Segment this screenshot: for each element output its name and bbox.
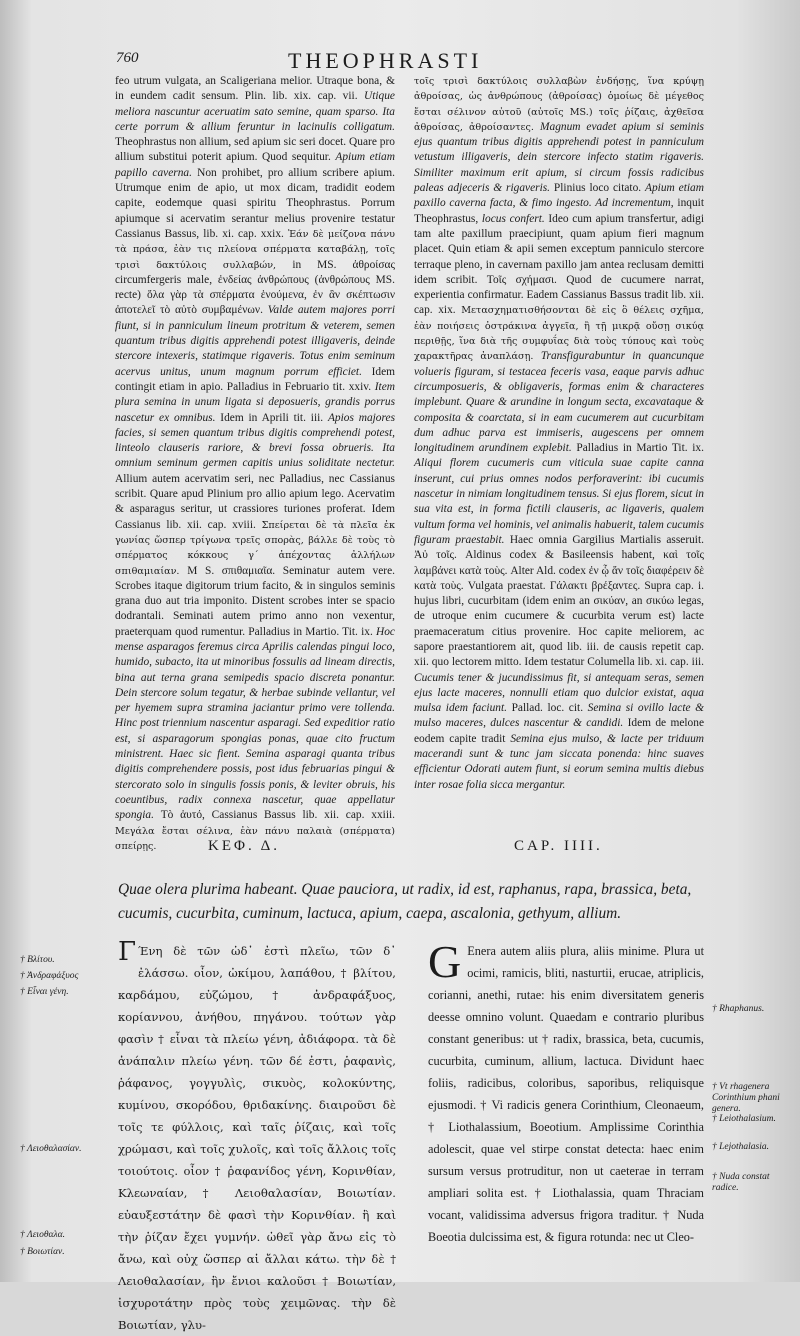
- text-segment: M S. σπιθαμιαῖα. Seminatur autem vere. Scrobes itaque digitorum trium facito, & in singulos seminis grana duo aut tria imponito. Distent scrobes inter se spacio dodrantali. Seminati autem primo anno non vexentur, praeterquam quod rumentur. Palladius in Martio. Tit. ix.: [115, 564, 395, 638]
- margin-note: † Lejothalasia.: [712, 1142, 770, 1152]
- text-segment: Semina si ovillo lacte & mulso maceres, dulces nascentur & candidi.: [414, 702, 704, 730]
- text-segment: Theophrastus non allium, sed apium sic seri docet. Quare pro allium substitui poterit apium. Quod sequitur.: [115, 136, 395, 164]
- margin-note: † Rhaphanus.: [712, 1004, 765, 1014]
- greek-text-block: [118, 937, 396, 1336]
- text-segment: locus confert.: [481, 212, 549, 225]
- left-column-text: [115, 74, 395, 854]
- text-segment: Non prohibet, pro allium scribere apium. Utrumque enim de apio, ut mox dicam, tradidit eodem capite, eodemque quasi spiritu Theophrastus. Porrum apiumque si acervatim serantur melius provenire testatur Cassianus Bassus, lib. xi. cap. xxix.: [115, 166, 395, 240]
- latin-initial: G: [428, 936, 462, 987]
- margin-note: † Λειοθαλα.: [20, 1230, 65, 1240]
- text-segment: in MS. ἀθροίσας circumfergeris male, ἐνδείας ἀνθρώπους (ἀνθρώπους MS. recte) ὅλα γὰρ τὰ σπέρματα ἑνούμενα, ἐν ἂν σκέπτωσιν ἀποτελεῖ τὸ αὐτὸ συμβαμένων.: [115, 258, 395, 317]
- text-segment: Γάλακτι βρέξαντες. Supra cap. i. hujus libri, cucurbitam (idem enim an σικύαν, an σικύω legas, de utroque enim cucumere & cucurbita verum est) lacte praemaceratum citius provenire. Hoc capite meliorem, ac sapore praestantiorem ait, quod lib. iii. de causis repetit cap. xii. quo lectorem mitto. Idem testatur Columella lib. xi. cap. iii.: [414, 579, 705, 669]
- text-segment: Utique meliora nascuntur aceruatim sato semine, quam sparso. Ita certe porrum & allium feruntur in lacinulis colligatum.: [115, 90, 395, 133]
- text-segment: Apium etiam paxillo caverna facta, & fimo ingesto. Ad incrementum,: [414, 182, 704, 210]
- text-segment: Μεγάλα ἔσται σέλινα, ἐὰν πάνυ παλαιὰ (σπέρματα) σπείρῃς.: [115, 825, 395, 852]
- text-segment: Valde autem majores porri fiunt, si in panniculum lineum protritum & veterem, semen quantum tribus digitis apprehendi potest illigaveris, deinde stercore intexeris, statimque rigaveris. Totus enim seminum acervus unitus, unum magnum porrum efficiet.: [115, 304, 396, 378]
- text-segment: Τοῖς σχήμασι. Quod de cucumere narrat, experientia confirmatur. Eadem Cassianus Bassus tradit lib. xii. cap. xix.: [414, 273, 704, 317]
- greek-text-body: Ένη δὲ τῶν ὠδ᾽ ἐστὶ πλεῖω, τῶν δ᾽ ἐλάσσω. οἷον, ὠκίμου, λαπάθου, † βλίτου, καρδάμου, εὐζώμου, † ἀνδραφάξυος, κορίαννου, ἀνήθου, πηγάνου. τούτων γὰρ φασὶν † εἶναι τὰ πλείω γένη, ἀδιάφορα. τὰ δὲ ἀνάπαλιν πλείω γένη. τῶν δέ ἐστι, ῥαφανὶς, ῥάφανος, γογγυλὶς, σικυὸς, κολοκύντης, κυμίνου, σκορόδου, θριδακίνης. διαιροῦσι δὲ τοῖς τε φύλλοις, καὶ ταῖς ῥίζαις, καὶ τοῖς χρώμασι, καὶ τοῖς χυλοῖς, καὶ τοῖς ἄλλοις τοῖς τοιούτοις. οἷον † ῥαφανίδος γένη, Κορινθίαν, Κλεωναίαν, † Λειοθαλασίαν, Βοιωτίαν. εὐαυξεστάτην δὲ φασὶ τὴν Κορινθίαν. ἣ καὶ τὴν ῥίζαν ἔχει γυμνήν. ὠθεῖ γὰρ ἄνω εἰς τὸ ἄνω, καὶ οὐχ ὥσπερ αἱ ἄλλαι κάτω. τὴν δὲ † Λειοθαλασίαν, ἣν ἔνιοι καλοῦσι † Βοιωτίαν, ἰσχυροτάτην πρὸς τοὺς χειμῶνας. τὴν δὲ Βοιωτίαν, γλυ-: [118, 944, 396, 1332]
- text-segment: Σπείρεται δὲ τὰ πλεῖα ἐκ γωνίας ὥσπερ τρίγωνα τρεῖς σπορὰς, βάλλε δὲ τοὺς τὸ σπέρματος κόκκους γ΄ ἀπέχοντας ἀλλήλων σπιθαμιαίαν.: [115, 519, 395, 577]
- text-segment: Allium autem acervatim seri, nec Palladius, nec Cassianus scribit. Quare apud Plinium pro allio apium lego. Acervatim & asparagus seritur, ut crassiores turiones proferat. Idem Cassianus lib. xii. cap. xviii.: [115, 472, 395, 531]
- chapter-heading-greek: ΚΕΦ. Δ.: [208, 838, 281, 854]
- right-commentary-column: [414, 74, 704, 793]
- text-segment: Haec omnia Gargilius Martialis asseruit.: [509, 533, 704, 546]
- text-segment: Ἀὐ τοῖς. Aldinus codex & Basileensis habent, καὶ τοῖς λαμβάνει κατὰ τοὺς. Alter Ald. codex ἐν ᾧ ἄν τοῖς διαφέρειν δὲ κατὰ τοὺς. Vulgata praestat.: [414, 549, 704, 592]
- margin-note: † Λειοθαλασίαν.: [20, 1144, 82, 1154]
- latin-text-body: Enera autem aliis plura, aliis minime. Plura ut ocimi, ramicis, bliti, nasturtii, erucae, atriplicis, corianni, anethi, rutae: his enim diversitatem generis deesse omnino volunt. Quaedam e contrario pluribus constant generibus: ut † radix, brassica, beta, cucumis, cucurbita, cuminum, allium, lactuca. Dividunt haec foliis, radicibus, coloribus, saporibus, reliquisque ejusmodi. † Vi radicis genera Corinthium, Cleonaeum, † Liothalassium, Boeotium. Amplissime Corinthia adolescit, quae vel stirpe constat detecta: haec enim sursum versus protruditur, non ut caeterae in terram ampliari solita est. † Liothalassia, quam Thraciam vocant, validissima adversus frigora traditur. † Nuda Boeotia dulcissima est, & figura rotunda: nec ut Cleo-: [428, 944, 704, 1244]
- text-segment: Magnum evadet apium si seminis ejus quantum tribus digitis apprehendi potest in panniculum vetustum illigaveris, dein stercore infecto statim rigaveris. Similiter maximum erit apium, si circum fossis radicibus paleas adjeceris & rigaveris.: [414, 120, 704, 195]
- chapter-heading-latin: CAP. IIII.: [514, 838, 603, 854]
- latin-text-block: [428, 936, 704, 1248]
- margin-note: † Nuda constat radice.: [712, 1172, 770, 1193]
- margin-note: † Leiothalasium.: [712, 1114, 776, 1124]
- text-segment: Μετασχηματισθήσονται δὲ εἰς ὃ θέλεις σχῆμα, ἐὰν ποιήσεις ὀστράκινα ἀγγεῖα, ἢ τῇ μικρᾷ οὔσῃ σικύᾳ περιθῇς, ἵνα διὰ τῆς συμφυΐας διὰ τοὺς τύπους καὶ τοὺς χαρακτῆρας ἀναπλάσῃ.: [414, 305, 704, 363]
- text-segment: τοῖς τρισὶ δακτύλοις συλλαβὼν ἐνδήσῃς, ἵνα κρύψῃ ἀθροίσας, ὡς ἀνθρώπους (ἀθροίσας) ὁμοίως δὲ μέγεθος ἔσται σέλινον αὐτοῦ (αὐτοῖς MS.) τοῖς ῥίζαις, ἀχθεῖσα ἀθροίσας, ἀθροίσαντες.: [414, 76, 704, 133]
- chapter-summary: Quae olera plurima habeant. Quae pauciora, ut radix, id est, raphanus, rapa, brassica, beta, cucumis, cucurbita, cuminum, lactuca, apium, caepa, ascalonia, gethyum, allium.: [118, 881, 692, 922]
- text-segment: Apios majores facies, si semen quantum tribus digitis comprehendi potest, linteolo clauseris rariore, & brevi fossa obrueris. Ita omnium seminum germen capitis unius soliditate nectetur.: [115, 411, 396, 470]
- left-commentary-column: [115, 74, 395, 854]
- text-segment: Idem de melone eodem capite tradit: [414, 717, 704, 745]
- text-segment: Plinius loco citato.: [553, 182, 646, 195]
- text-segment: Semina ejus mulso, & lacte per triduum macerandi sunt & tunc jam siccata ponenda: hinc suaves efficientur Odorati autem fiunt, si eorum semina multis diebus inter rosae folia sicca mergantur.: [414, 732, 704, 791]
- text-segment: Pallad. loc. cit.: [511, 702, 588, 715]
- running-title: THEOPHRASTI: [288, 48, 483, 73]
- text-segment: Ideo cum apium transfertur, adigi tam alte paxillum praecipiunt, quam apium fieri magnum placet. Quin etiam & apii semen exceptum panniculo stercore terraque pleno, in cavernam paxillo jam antea reclusam demitti idem scribit.: [414, 212, 704, 286]
- text-segment: Palladius in Martio Tit. ix.: [576, 442, 704, 455]
- text-segment: Aliqui florem cucumeris cum viticula suae capite canna inserunt, cui prius omnes nodos perforaverint: ibi cucumis nascetur in nimiam longitudinem tensus. Si ejus florem, sicut in sua vita est, in forma fictili clauseris, ac ligaveris, qualem vultum forma vel hominis, vel animalis habuerit, talem cucumis figuram praestabit.: [414, 457, 704, 546]
- text-segment: inquit Theophrastus,: [414, 197, 704, 225]
- text-segment: Hoc mense asparagos feremus circa Aprilis calendas pingui loco, humido, subacto, ita ut minoribus fossulis ad lineam directis, bina aut terna grana semipedis spacio discreta ponantur. Dein stercore solum tegatur, & herbae subinde vellantur, vel per hyemem supra stramina jaciantur primo vere tollenda. Hinc post triennium nascentur asparagi. Sed expeditior ratio est, si asparagorum spongias ponas, quae cito fructum ministrent. Haec sic fient. Semina asparagi quanta tribus digitis comprehendere possis, post idus februarias pingui & stercorato solo in singulis fossis ponis, & leviter obruis, his coeuntibus, radix connexa nascetur, quae appellatur spongia.: [115, 625, 395, 822]
- page-number: 760: [116, 50, 139, 66]
- margin-note: † Vt rhagenera Corinthium phani genera.: [712, 1082, 780, 1114]
- right-column-text: [414, 74, 704, 793]
- text-segment: Item plura semina in unum ligata si deposueris, grandis porrus nascetur ex omnibus.: [115, 380, 395, 424]
- text-segment: Transfigurabuntur in quancunque volueris figuram, si testacea feceris vasa, eaque parvis adhuc circumposueris, & obligaveris, formas enim & characteres implebunt. Quare & arundine in longum secta, excavataque & composita & coarctata, si in eam cucumerem aut cucurbitam dum adhuc parva est immiseris, augescens per omnem longitudinem arundinem explebit.: [414, 350, 704, 455]
- margin-note: † Βλίτου.: [20, 955, 55, 965]
- text-segment: Apium etiam papillo caverna.: [115, 151, 395, 179]
- text-segment: feo utrum vulgata, an Scaligeriana melior. Utraque bona, & in eundem cadit sensum. Plin. lib. xix. cap. vii.: [115, 75, 395, 103]
- text-segment: Idem in Aprili tit. iii.: [220, 411, 328, 424]
- text-segment: Tò ἀυτό, Cassianus Bassus lib. xii. cap. xxiii.: [160, 809, 395, 822]
- text-segment: Cucumis tener & jucundissimus fit, si antequam seras, semen ejus lacte maceres, nonnulli etiam quo dulcior existat, aqua mulsa idem faciunt.: [414, 671, 704, 715]
- margin-note: † Εἶναι γένη.: [20, 987, 69, 997]
- greek-initial: Γ: [118, 937, 137, 967]
- margin-note: † Ἀνδραφάξυος: [20, 971, 79, 981]
- text-segment: Ἐάν δὲ μείζονα πάνυ τὰ πράσα, ἐὰν τις πλείονα σπέρματα καταβάλῃ, τοῖς τρισὶ δακτύλοις συλλαβών,: [115, 228, 395, 271]
- margin-note: † Βοιωτίαν.: [20, 1247, 65, 1257]
- text-segment: Idem contingit etiam in apio. Palladius in Februario tit. xxiv.: [115, 365, 395, 393]
